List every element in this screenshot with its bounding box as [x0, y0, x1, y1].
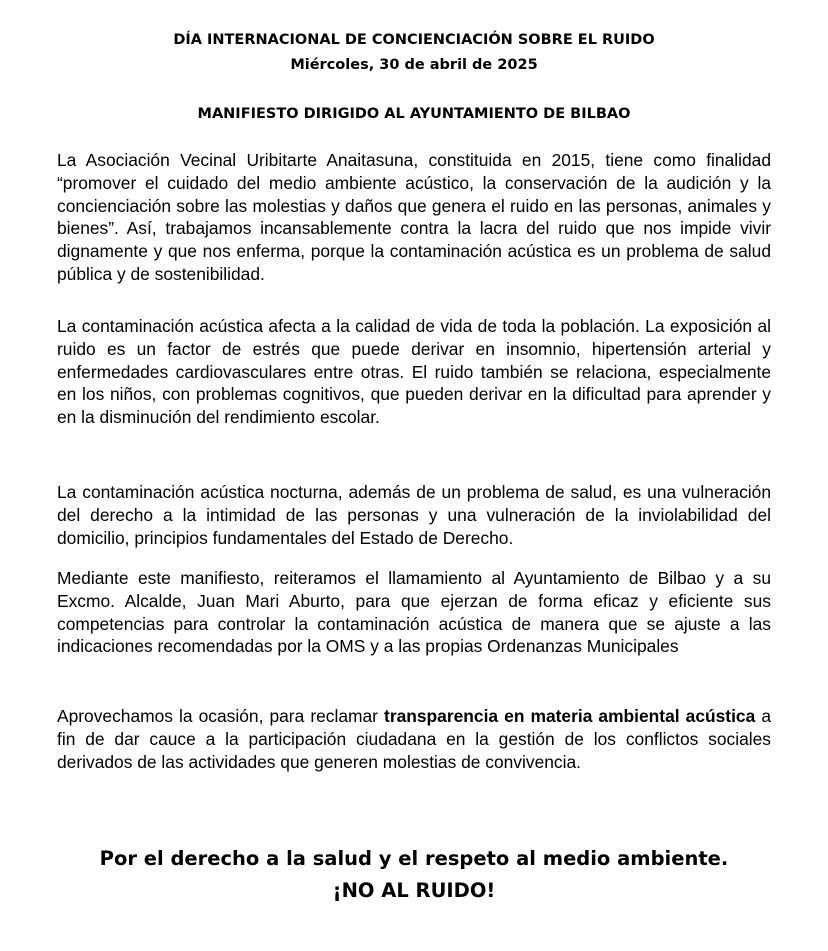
transparency-text-end: a fin de dar cauce a la participación ciudadana en la gestión de los conflictos sociales derivados de las actividades que generen molestias de convivencia.: [57, 706, 771, 772]
transparency-highlight: transparencia en materia ambiental acústica: [384, 706, 756, 726]
closing-slogan: Por el derecho a la salud y el respeto al medio ambiente.: [99, 847, 729, 870]
manifesto-title: MANIFIESTO DIRIGIDO AL AYUNTAMIENTO DE BILBAO: [197, 106, 631, 122]
paragraph-association-intro: La Asociación Vecinal Uribitarte Anaitasuna, constituida en 2015, tiene como finalidad “promover el cuidado del medio ambiente acústico, la conservación de la audición y la concienciación sobre las molestias y daños que genera el ruido en las personas, animales y bienes”. Así, trabajamos incansablemente contra la lacra del ruido que nos impide vivir dignamente y que nos enferma, porque la contaminación acústica es un problema de salud pública y de sostenibilidad.: [57, 150, 771, 284]
event-title: DÍA INTERNACIONAL DE CONCIENCIACIÓN SOBRE EL RUIDO: [173, 32, 655, 48]
closing-no-noise: ¡NO AL RUIDO!: [332, 879, 496, 902]
paragraph-call-to-council: Mediante este manifiesto, reiteramos el llamamiento al Ayuntamiento de Bilbao y a su Excmo. Alcalde, Juan Mari Aburto, para que ejerzan de forma eficaz y eficiente sus competencias para controlar la contaminación acústica de manera que se ajuste a las indicaciones recomendadas por la OMS y a las propias Ordenanzas Municipales: [57, 568, 771, 657]
transparency-text-start: Aprovechamos la ocasión, para reclamar: [57, 706, 385, 726]
event-date: Miércoles, 30 de abril de 2025: [290, 57, 538, 73]
paragraph-transparency: [57, 705, 771, 773]
paragraph-nocturnal-noise: La contaminación acústica nocturna, además de un problema de salud, es una vulneración del derecho a la intimidad de las personas y una vulneración de la inviolabilidad del domicilio, principios fundamentales del Estado de Derecho.: [57, 482, 771, 548]
paragraph-health-effects: La contaminación acústica afecta a la calidad de vida de toda la población. La exposición al ruido es un factor de estrés que puede derivar en insomnio, hipertensión arterial y enfermedades cardiovasculares entre otras. El ruido también se relaciona, especialmente en los niños, con problemas cognitivos, que pueden derivar en la dificultad para aprender y en la disminución del rendimiento escolar.: [57, 316, 771, 428]
